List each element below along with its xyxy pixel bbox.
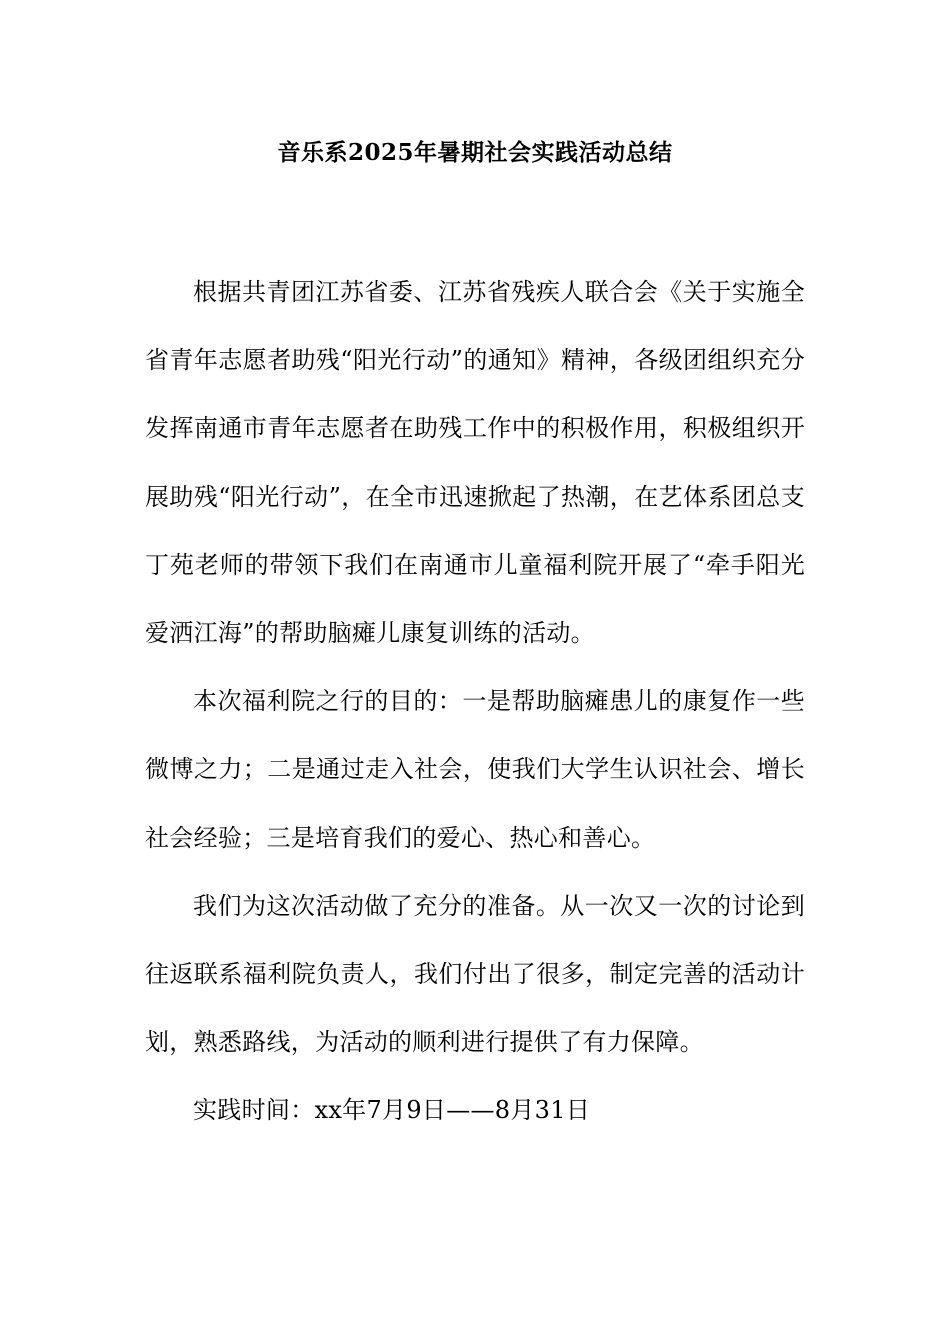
paragraph-preparation: 我们为这次活动做了充分的准备。从一次又一次的讨论到往返联系福利院负责人，我们付出了很多，制定完善的活动计划，熟悉路线，为活动的顺利进行提供了有力保障。 <box>145 891 805 1057</box>
document-body <box>145 258 805 1145</box>
paragraph-intro: 根据共青团江苏省委、江苏省残疾人联合会《关于实施全省青年志愿者助残“阳光行动”的通知》精神，各级团组织充分发挥南通市青年志愿者在助残工作中的积极作用，积极组织开展助残“阳光行动”，在全市迅速掀起了热潮，在艺体系团总支丁苑老师的带领下我们在南通市儿童福利院开展了“牵手阳光 爱洒江海”的帮助脑瘫儿康复训练的活动。 <box>145 278 805 648</box>
paragraph-purpose: 本次福利院之行的目的：一是帮助脑瘫患儿的康复作一些微博之力；二是通过走入社会，使我们大学生认识社会、增长社会经验；三是培育我们的爱心、热心和善心。 <box>145 687 805 852</box>
document-title: 音乐系2025年暑期社会实践活动总结 <box>277 139 673 166</box>
paragraph-practice-time: 实践时间：xx年7月9日——8月31日 <box>193 1096 591 1125</box>
